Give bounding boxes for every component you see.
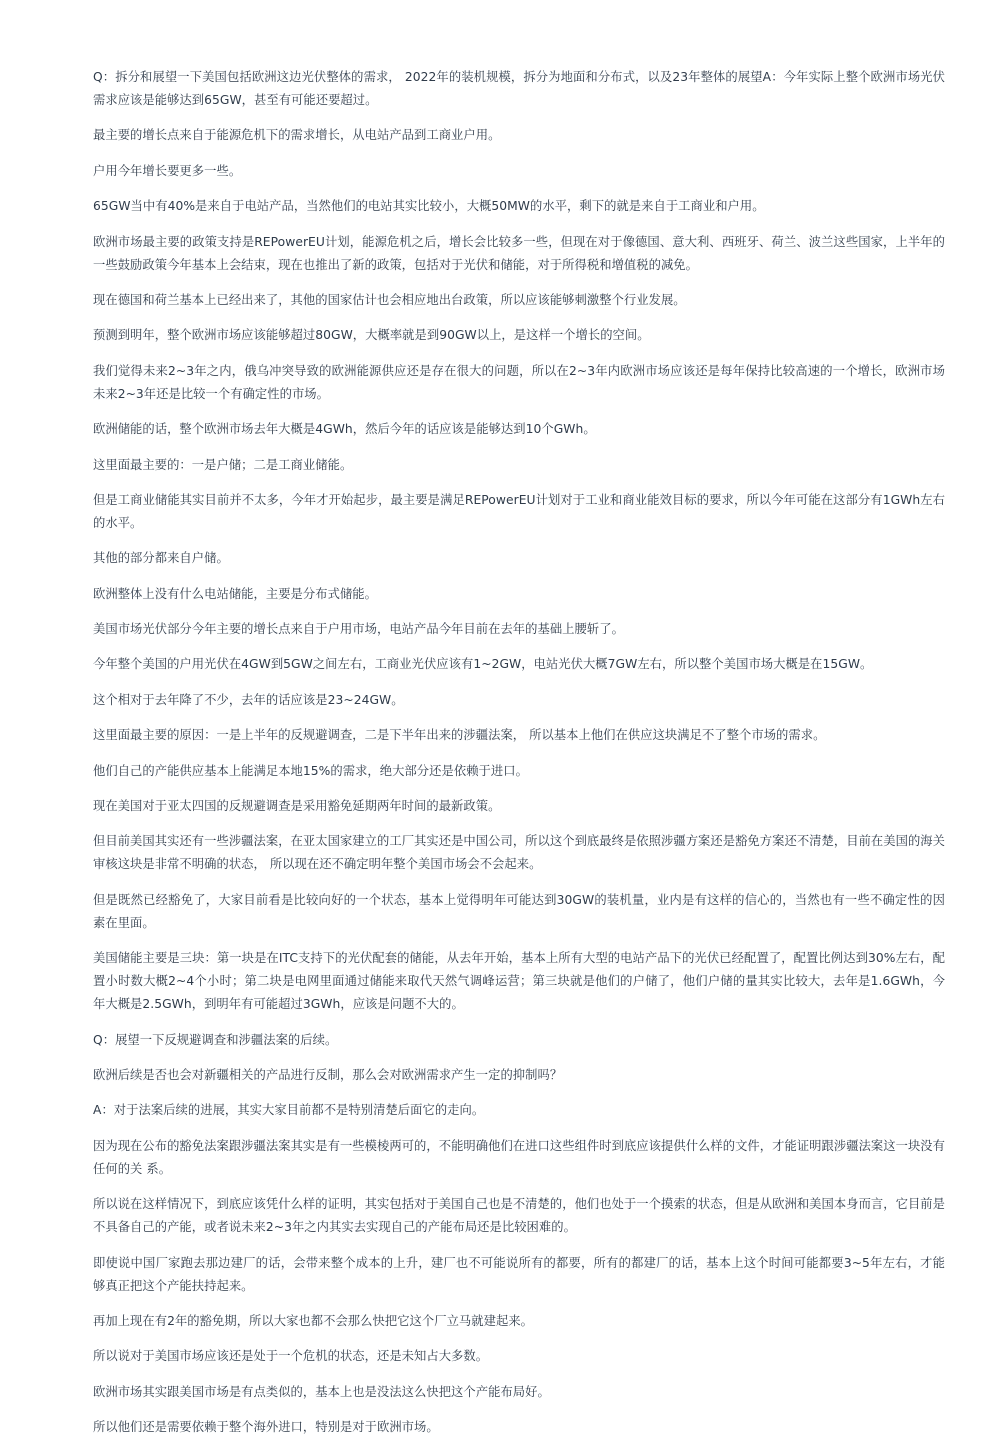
paragraph: 这里面最主要的：一是户储；二是工商业储能。 bbox=[93, 457, 353, 472]
paragraph: 所以他们还是需要依赖于整个海外进口，特别是对于欧洲市场。 bbox=[93, 1420, 439, 1435]
paragraph: 他们自己的产能供应基本上能满足本地15%的需求，绝大部分还是依赖于进口。 bbox=[93, 763, 528, 778]
paragraph: 最主要的增长点来自于能源危机下的需求增长，从电站产品到工商业户用。 bbox=[93, 128, 501, 143]
paragraph: 欧洲市场其实跟美国市场是有点类似的，基本上也是没法这么快把这个产能布局好。 bbox=[93, 1384, 550, 1399]
paragraph: 欧洲储能的话，整个欧洲市场去年大概是4GWh，然后今年的话应该是能够达到10个GWh。 bbox=[93, 422, 596, 437]
paragraph: A：对于法案后续的进展，其实大家目前都不是特别清楚后面它的走向。 bbox=[93, 1103, 485, 1118]
paragraph: 预测到明年，整个欧洲市场应该能够超过80GW，大概率就是到90GW以上，是这样一个增长的空间。 bbox=[93, 328, 650, 343]
paragraph: 因为现在公布的豁免法案跟涉疆法案其实是有一些模棱两可的，不能明确他们在进口这些组件时到底应该提供什么样的文件，才能证明跟涉疆法案这一块没有任何的关 系。 bbox=[93, 1138, 945, 1176]
paragraph: 现在德国和荷兰基本上已经出来了，其他的国家估计也会相应地出台政策，所以应该能够刺激整个行业发展。 bbox=[93, 292, 686, 307]
paragraph: 但目前美国其实还有一些涉疆法案，在亚太国家建立的工厂其实还是中国公司，所以这个到底最终是依照涉疆方案还是豁免方案还不清楚，目前在美国的海关审核这块是非常不明确的状态， 所以现在还不确定明年整个美国市场会不会起来。 bbox=[93, 834, 945, 872]
paragraph: Q：展望一下反规避调查和涉疆法案的后续。 bbox=[93, 1032, 338, 1047]
paragraph: 美国市场光伏部分今年主要的增长点来自于户用市场，电站产品今年目前在去年的基础上腰斩了。 bbox=[93, 622, 624, 637]
paragraph: 欧洲整体上没有什么电站储能，主要是分布式储能。 bbox=[93, 586, 377, 601]
paragraph: 这个相对于去年降了不少，去年的话应该是23~24GW。 bbox=[93, 692, 404, 707]
document-page bbox=[93, 66, 945, 1452]
paragraph: 欧洲后续是否也会对新疆相关的产品进行反制，那么会对欧洲需求产生一定的抑制吗？ bbox=[93, 1067, 563, 1082]
paragraph: 其他的部分都来自户储。 bbox=[93, 551, 229, 566]
paragraph: 再加上现在有2年的豁免期，所以大家也都不会那么快把它这个厂立马就建起来。 bbox=[93, 1313, 534, 1328]
paragraph: 所以说在这样情况下，到底应该凭什么样的证明，其实包括对于美国自己也是不清楚的，他们也处于一个摸索的状态，但是从欧洲和美国本身而言，它目前是不具备自己的产能，或者说未来2~3年之内其实去实现自己的产能布局还是比较困难的。 bbox=[93, 1197, 945, 1235]
paragraph: 现在美国对于亚太四国的反规避调查是采用豁免延期两年时间的最新政策。 bbox=[93, 799, 501, 814]
paragraph: 即使说中国厂家跑去那边建厂的话，会带来整个成本的上升，建厂也不可能说所有的都要，所有的都建厂的话，基本上这个时间可能都要3~5年左右，才能够真正把这个产能扶持起来。 bbox=[93, 1255, 945, 1293]
paragraph: 美国储能主要是三块：第一块是在ITC支持下的光伏配套的储能，从去年开始，基本上所有大型的电站产品下的光伏已经配置了，配置比例达到30%左右，配置小时数大概2~4个小时；第二块是电网里面通过储能来取代天然气调峰运营；第三块就是他们的户储了，他们户储的量其实比较大，去年是1.6GWh，今年大概是2.5GWh，到明年有可能超过3GWh，应该是问题不大的。 bbox=[93, 951, 945, 1012]
paragraph: 户用今年增长要更多一些。 bbox=[93, 163, 242, 178]
paragraph: 今年整个美国的户用光伏在4GW到5GW之间左右，工商业光伏应该有1~2GW，电站光伏大概7GW左右，所以整个美国市场大概是在15GW。 bbox=[93, 657, 873, 672]
paragraph: 这里面最主要的原因：一是上半年的反规避调查，二是下半年出来的涉疆法案， 所以基本上他们在供应这块满足不了整个市场的需求。 bbox=[93, 728, 826, 743]
paragraph: 65GW当中有40%是来自于电站产品，当然他们的电站其实比较小，大概50MW的水平，剩下的就是来自于工商业和户用。 bbox=[93, 199, 765, 214]
paragraph: 欧洲市场最主要的政策支持是REPowerEU计划，能源危机之后，增长会比较多一些，但现在对于像德国、意大利、西班牙、荷兰、波兰这些国家，上半年的一些鼓励政策今年基本上会结束，现在也推出了新的政策，包括对于光伏和储能，对于所得税和增值税的减免。 bbox=[93, 234, 945, 272]
paragraph: 但是工商业储能其实目前并不太多，今年才开始起步，最主要是满足REPowerEU计划对于工业和商业能效目标的要求，所以今年可能在这部分有1GWh左右的水平。 bbox=[93, 492, 945, 530]
paragraph: 所以说对于美国市场应该还是处于一个危机的状态，还是未知占大多数。 bbox=[93, 1349, 489, 1364]
paragraph: 但是既然已经豁免了，大家目前看是比较向好的一个状态，基本上觉得明年可能达到30GW的装机量，业内是有这样的信心的，当然也有一些不确定性的因素在里面。 bbox=[93, 892, 945, 930]
paragraph: Q：拆分和展望一下美国包括欧洲这边光伏整体的需求， 2022年的装机规模，拆分为地面和分布式，以及23年整体的展望A：今年实际上整个欧洲市场光伏需求应该是能够达到65GW，甚至有可能还要超过。 bbox=[93, 70, 945, 107]
paragraph: 我们觉得未来2~3年之内，俄乌冲突导致的欧洲能源供应还是存在很大的问题，所以在2~3年内欧洲市场应该还是每年保持比较高速的一个增长，欧洲市场未来2~3年还是比较一个有确定性的市场。 bbox=[93, 363, 945, 401]
